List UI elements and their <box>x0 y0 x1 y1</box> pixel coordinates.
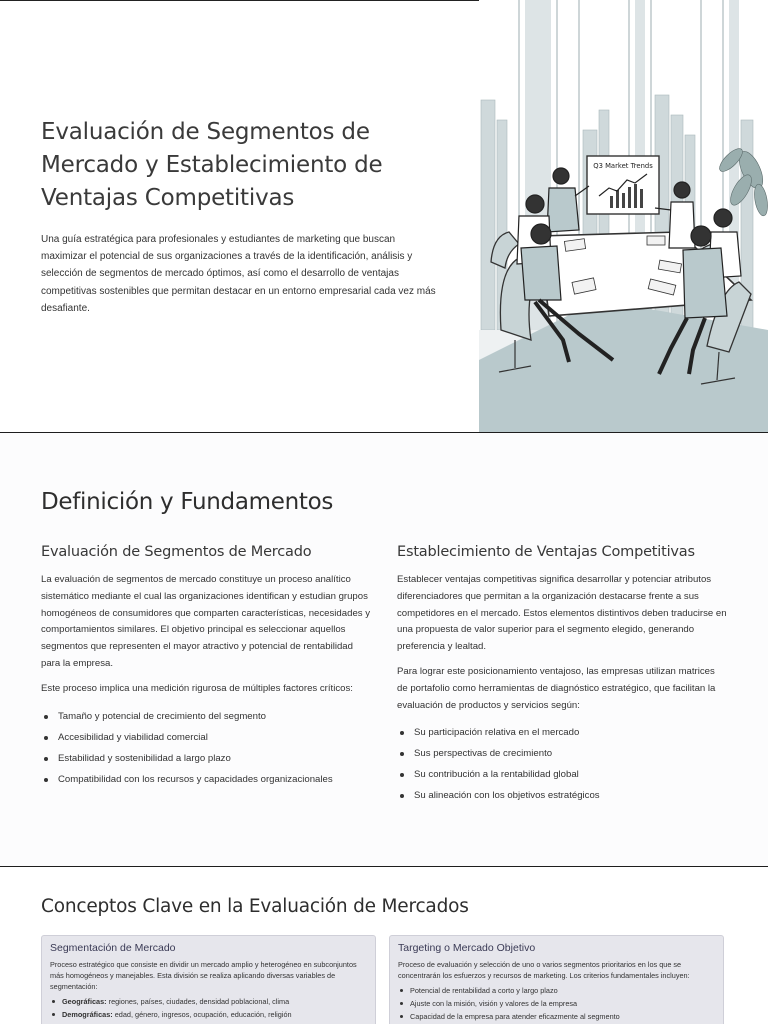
item-label: Demográficas: <box>62 1010 113 1019</box>
card-list <box>398 985 715 1022</box>
section-title: Conceptos Clave en la Evaluación de Mercados <box>41 896 469 917</box>
list-item-text: Accesibilidad y viabilidad comercial <box>58 731 208 743</box>
list-item <box>50 996 367 1007</box>
list-item <box>397 789 727 803</box>
list-item <box>50 1009 367 1020</box>
card-title: Segmentación de Mercado <box>50 942 176 954</box>
card-title: Targeting o Mercado Objetivo <box>398 942 536 954</box>
factor-list <box>41 710 371 787</box>
list-item-text: Sus perspectivas de crecimiento <box>414 748 553 760</box>
list-item <box>397 768 727 782</box>
item-text: edad, género, ingresos, ocupación, educación, religión <box>112 1010 292 1019</box>
bullet-icon <box>400 731 404 735</box>
list-item <box>397 726 727 740</box>
card-text: Proceso estratégico que consiste en dividir un mercado amplio y heterogéneo en subconjuntos más homogéneos y manejables. Esta división se realiza aplicando diversas variables de segmentación: <box>50 960 357 991</box>
item-text: Capacidad de la empresa para atender eficazmente al segmento <box>410 1012 620 1021</box>
section-title: Definición y Fundamentos <box>41 489 334 515</box>
list-item <box>397 747 727 761</box>
list-item-text: Su alineación con los objetivos estratégicos <box>414 790 600 802</box>
item-text: Ajuste con la misión, visión y valores de la empresa <box>410 999 578 1008</box>
bullet-icon <box>400 752 404 756</box>
segment-evaluation-column <box>41 544 371 794</box>
list-item-text: Estabilidad y sostenibilidad a largo plazo <box>58 752 231 764</box>
bullet-icon <box>400 1015 403 1018</box>
list-item-text: Tamaño y potencial de crecimiento del segmento <box>58 710 266 722</box>
column-heading: Establecimiento de Ventajas Competitivas <box>397 544 695 560</box>
bullet-icon <box>400 773 404 777</box>
bullet-icon <box>400 989 403 992</box>
list-item <box>398 985 715 996</box>
list-item <box>41 752 371 766</box>
card-text: Proceso de evaluación y selección de uno o varios segmentos prioritarios en los que se concentrarán los esfuerzos y recursos de marketing. Los criterios fundamentales incluyen: <box>398 960 690 980</box>
item-text: Potencial de rentabilidad a corto y largo plazo <box>410 986 558 995</box>
item-text: regiones, países, ciudades, densidad poblacional, clima <box>106 997 290 1006</box>
list-item <box>41 773 371 787</box>
bullet-icon <box>400 794 404 798</box>
paragraph: Para lograr este posicionamiento ventajoso, las empresas utilizan matrices de portafolio como herramientas de diagnóstico estratégico, que facilitan la evaluación de productos y servicios según: <box>397 665 716 711</box>
card-list <box>50 996 367 1020</box>
bullet-icon <box>52 1013 55 1016</box>
list-item-text: Compatibilidad con los recursos y capacidades organizacionales <box>58 773 333 785</box>
top-border <box>0 0 479 1</box>
hero-description: Una guía estratégica para profesionales y estudiantes de marketing que buscan maximizar el potencial de sus organizaciones a través de la identificación, análisis y selección de segmentos de mercado óptimos, así como el desarrollo de ventajas competitivas sostenibles que permitan destacar en un entorno empresarial cada vez más desafiante. <box>41 234 436 314</box>
bullet-icon <box>52 1000 55 1003</box>
concept-card-targeting <box>389 935 724 1024</box>
list-item <box>398 1011 715 1022</box>
column-heading: Evaluación de Segmentos de Mercado <box>41 544 312 560</box>
bullet-icon <box>44 757 48 761</box>
bullet-icon <box>44 715 48 719</box>
paragraph: Este proceso implica una medición rigurosa de múltiples factores críticos: <box>41 682 353 694</box>
criteria-list <box>397 726 727 803</box>
meeting-illustration <box>479 0 768 432</box>
bullet-icon <box>400 1002 403 1005</box>
bullet-icon <box>44 736 48 740</box>
list-item <box>398 998 715 1009</box>
list-item <box>41 710 371 724</box>
board-title: Q3 Market Trends <box>593 162 653 170</box>
competitive-advantage-column <box>397 544 727 810</box>
paragraph: Establecer ventajas competitivas significa desarrollar y potenciar atributos diferenciadores que permitan a la organización destacarse frente a sus competidores en el mercado. Estos elementos distintivos deben traducirse en una propuesta de valor superior para el segmento elegido, generando preferencia y lealtad. <box>397 574 727 653</box>
bullet-icon <box>44 778 48 782</box>
definition-section <box>0 433 768 866</box>
item-label: Geográficas: <box>62 997 107 1006</box>
hero-title: Evaluación de Segmentos de Mercado y Establecimiento de Ventajas Competitivas <box>41 119 383 211</box>
list-item <box>41 731 371 745</box>
hero-section <box>0 0 768 432</box>
concept-card-segmentation <box>41 935 376 1024</box>
list-item-text: Su contribución a la rentabilidad global <box>414 769 579 781</box>
paragraph: La evaluación de segmentos de mercado constituye un proceso analítico sistemático mediante el cual las organizaciones identifican y estudian grupos homogéneos de consumidores que comparten características, necesidades y comportamientos similares. El objetivo principal es seleccionar aquellos segmentos que representen el mayor atractivo y potencial de rentabilidad para la empresa. <box>41 574 371 669</box>
concepts-section <box>0 867 768 1024</box>
list-item-text: Su participación relativa en el mercado <box>414 727 580 739</box>
